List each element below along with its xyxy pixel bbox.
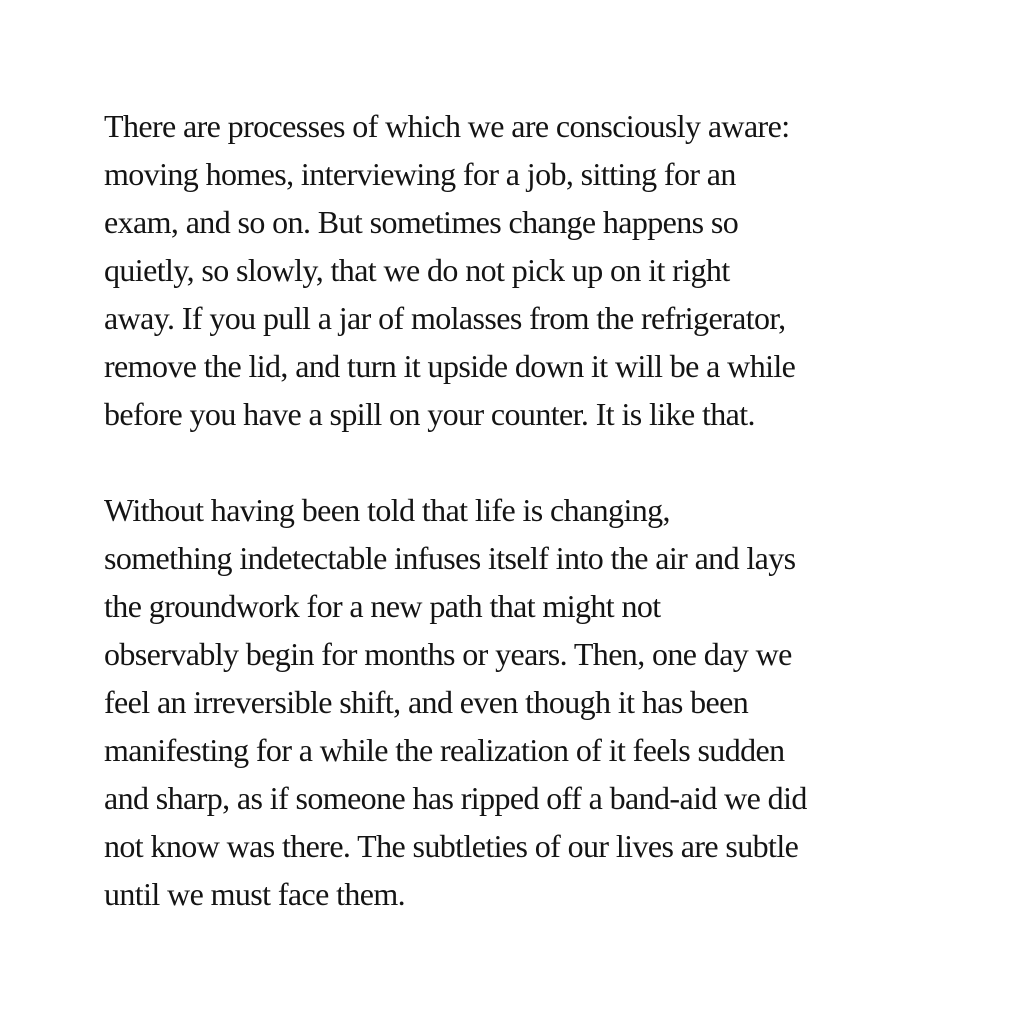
text-line: observably begin for months or years. Then, one day we	[104, 636, 792, 672]
text-line: quietly, so slowly, that we do not pick up on it right	[104, 252, 730, 288]
text-line: Without having been told that life is changing,	[104, 492, 670, 528]
text-line: feel an irreversible shift, and even though it has been	[104, 684, 749, 720]
text-line: remove the lid, and turn it upside down it will be a while	[104, 348, 796, 384]
text-line: and sharp, as if someone has ripped off a band-aid we did	[104, 780, 807, 816]
text-line: away. If you pull a jar of molasses from the refrigerator,	[104, 300, 786, 336]
text-line: before you have a spill on your counter. It is like that.	[104, 396, 755, 432]
paragraph-2	[104, 486, 944, 918]
paragraph-1	[104, 102, 944, 438]
paragraph-spacer	[104, 438, 944, 486]
text-line: something indetectable infuses itself into the air and lays	[104, 540, 796, 576]
text-line: until we must face them.	[104, 876, 406, 912]
document-body	[104, 102, 944, 918]
text-line: exam, and so on. But sometimes change happens so	[104, 204, 739, 240]
text-line: There are processes of which we are consciously aware:	[104, 108, 790, 144]
text-line: the groundwork for a new path that might not	[104, 588, 661, 624]
text-line: manifesting for a while the realization of it feels sudden	[104, 732, 785, 768]
text-line: not know was there. The subtleties of our lives are subtle	[104, 828, 799, 864]
text-line: moving homes, interviewing for a job, sitting for an	[104, 156, 736, 192]
